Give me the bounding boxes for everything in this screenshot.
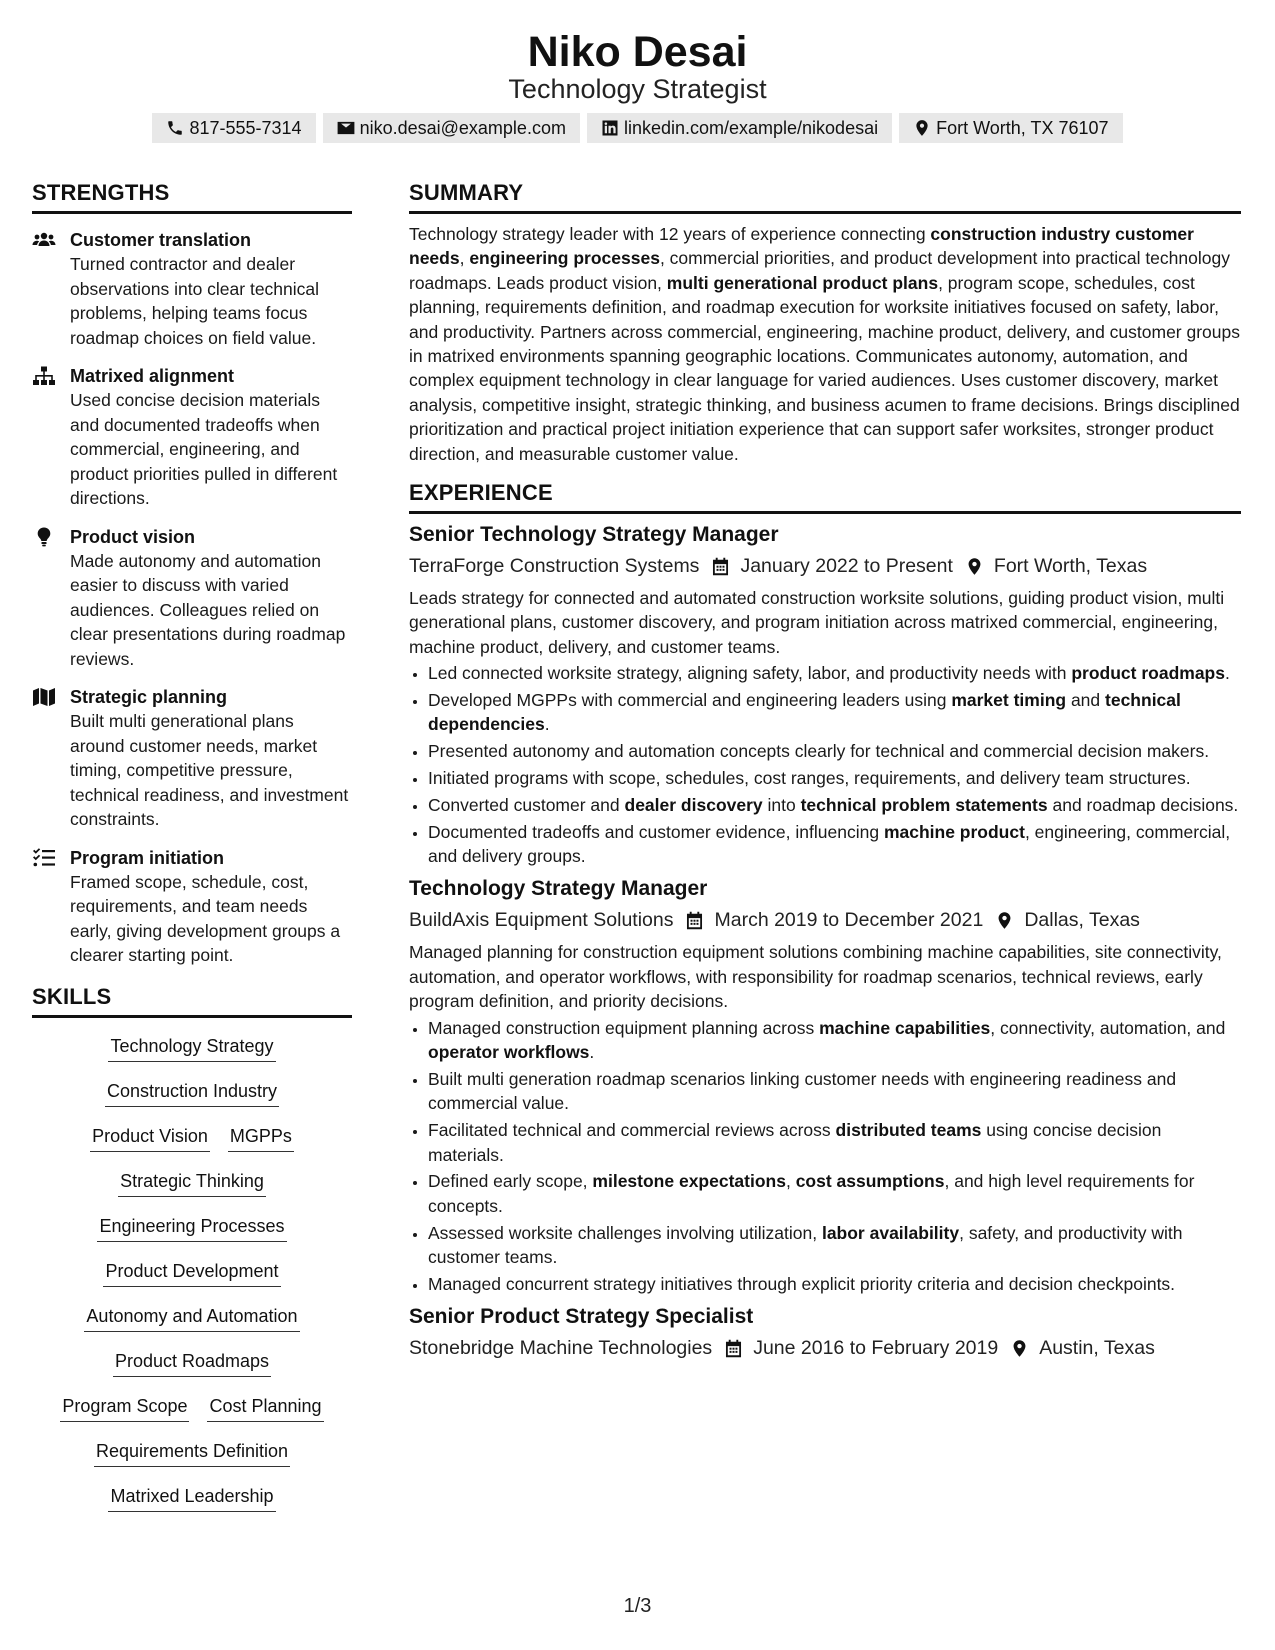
skill-row: [32, 1347, 352, 1392]
job-bullets: [409, 1016, 1241, 1296]
text-segment: Converted customer and: [428, 794, 625, 815]
text-segment: Built multi generation roadmap scenarios linking customer needs with engineering readiness and commercial value.: [428, 1068, 1177, 1114]
sitemap-icon: [32, 366, 56, 386]
contact-location: [899, 113, 1122, 143]
job-description: Managed planning for construction equipment solutions combining machine capabilities, site connectivity, automation, and operator workflows, with responsibility for roadmap scenarios, technical reviews, early program definition, and priority decisions.: [409, 942, 1222, 1012]
job-bullets: [409, 661, 1241, 868]
job-bullet: [428, 820, 1241, 869]
text-segment: .: [589, 1042, 595, 1063]
contact-phone[interactable]: [152, 113, 315, 143]
strength-title: Customer translation: [70, 230, 252, 250]
skill-tag: Autonomy and Automation: [84, 1302, 299, 1332]
strength-title: Strategic planning: [70, 687, 228, 707]
skill-tag: Matrixed Leadership: [108, 1482, 275, 1512]
job-entry: [409, 874, 1241, 1296]
skill-tag: Strategic Thinking: [118, 1167, 266, 1197]
contact-location-text: Fort Worth, TX 76107: [936, 117, 1109, 138]
bold-text: technical dependencies: [428, 690, 1181, 735]
strength-desc: Turned contractor and dealer observations into clear technical problems, helping teams focus roadmap choices on field value.: [70, 254, 320, 348]
job-description: Leads strategy for connected and automated construction worksite solutions, guiding product vision, multi generational plans, customer discovery, and program initiation across matrixed commercial, engineering, machine product, delivery, and customer teams.: [409, 588, 1225, 657]
job-title: Technology Strategy Manager: [409, 877, 708, 901]
text-segment: , and high level requirements for concepts.: [428, 1171, 1195, 1216]
strength-desc: Framed scope, schedule, cost, requirements, and team needs early, giving development groups a clearer starting point.: [70, 871, 341, 965]
text-segment: Presented autonomy and automation concepts clearly for technical and commercial decision makers.: [428, 741, 1210, 762]
bold-text: technical problem statements: [800, 794, 1048, 815]
job-title: Senior Technology Strategy Manager: [409, 523, 779, 547]
skill-row: [32, 1212, 352, 1257]
skill-row: [32, 1302, 352, 1347]
skills-divider: [32, 1015, 352, 1018]
strength-item: [32, 364, 352, 511]
location-pin-icon: [953, 557, 994, 576]
users-icon: [32, 230, 56, 250]
text-segment: Initiated programs with scope, schedules, cost ranges, requirements, and delivery team structures.: [428, 768, 1191, 789]
contact-linkedin-text: linkedin.com/example/nikodesai: [623, 117, 879, 138]
summary-heading: SUMMARY: [409, 180, 524, 205]
job-bullet: [428, 793, 1241, 817]
skill-tag: Product Roadmaps: [113, 1347, 271, 1377]
location-pin-icon: [983, 911, 1024, 930]
text-segment: and roadmap decisions.: [1047, 794, 1239, 815]
strengths-heading: STRENGTHS: [32, 180, 170, 205]
page-number: 1/3: [623, 1595, 652, 1617]
contact-bar: [0, 113, 1275, 143]
experience-heading: EXPERIENCE: [409, 480, 553, 506]
bold-text: engineering processes: [469, 248, 660, 269]
text-segment: .: [544, 714, 550, 735]
job-dates: March 2019 to December 2021: [714, 909, 984, 932]
text-segment: , engineering, commercial, and delivery groups.: [428, 821, 1231, 867]
contact-phone-text: 817-555-7314: [189, 117, 302, 138]
job-company: TerraForge Construction Systems: [409, 555, 700, 578]
skill-tag: Cost Planning: [207, 1392, 323, 1422]
job-meta: [409, 551, 1241, 581]
candidate-name: Niko Desai: [527, 28, 748, 76]
strength-desc: Made autonomy and automation easier to discuss with varied audiences. Colleagues relied on clear presentations during roadmap reviews.: [70, 550, 346, 669]
job-bullet: [428, 766, 1241, 790]
bold-text: construction industry customer needs: [409, 224, 1194, 269]
location-pin-icon: [998, 1339, 1039, 1358]
list-check-icon: [32, 848, 56, 868]
skill-tag: Technology Strategy: [108, 1032, 275, 1062]
text-segment: Developed MGPPs with commercial and engineering leaders using: [428, 690, 952, 711]
skill-row: [32, 1077, 352, 1122]
skill-tag: MGPPs: [228, 1122, 294, 1152]
strength-title: Program initiation: [70, 847, 225, 868]
contact-email[interactable]: [323, 113, 580, 143]
skill-row: [32, 1167, 352, 1212]
calendar-icon: [712, 1339, 753, 1358]
job-location: Dallas, Texas: [1024, 909, 1140, 932]
strength-desc: Used concise decision materials and documented tradeoffs when commercial, engineering, and product priorities pulled in different directions.: [70, 390, 338, 508]
envelope-icon: [337, 119, 355, 137]
job-bullet: [428, 1067, 1241, 1116]
job-bullet: [428, 661, 1241, 685]
calendar-icon: [673, 911, 714, 930]
candidate-headline: Technology Strategist: [508, 74, 767, 104]
skills-list: [32, 1032, 352, 1527]
job-bullet: [428, 1118, 1241, 1167]
bold-text: product roadmaps: [1071, 663, 1225, 684]
skill-row: [32, 1122, 352, 1167]
text-segment: Managed construction equipment planning across: [428, 1017, 820, 1038]
skill-row: [32, 1392, 352, 1437]
bold-text: multi generational product plans: [666, 272, 939, 293]
job-bullet: [428, 1272, 1241, 1296]
linkedin-icon: [601, 119, 619, 137]
strength-item: [32, 685, 352, 832]
skill-tag: Product Vision: [90, 1122, 210, 1152]
phone-icon: [166, 119, 184, 137]
job-title: Senior Product Strategy Specialist: [409, 1305, 754, 1329]
text-segment: .: [1224, 663, 1230, 684]
text-segment: into: [762, 794, 801, 815]
right-column: [409, 178, 1241, 1363]
summary-divider: [409, 211, 1241, 214]
strength-item: [32, 228, 352, 350]
summary-text: [409, 222, 1241, 466]
job-dates: June 2016 to February 2019: [753, 1337, 999, 1360]
contact-linkedin[interactable]: [587, 113, 892, 143]
job-bullet: [428, 1169, 1241, 1218]
strength-item: [32, 525, 352, 672]
bold-text: dealer discovery: [624, 794, 763, 815]
job-entry: [409, 1302, 1241, 1363]
skill-row: [32, 1257, 352, 1302]
job-location: Austin, Texas: [1039, 1337, 1155, 1360]
text-segment: Technology strategy leader with 12 years of experience connecting: [409, 224, 931, 244]
job-entry: [409, 520, 1241, 868]
skills-heading: SKILLS: [32, 983, 112, 1009]
skill-row: [32, 1482, 352, 1527]
strength-title: Product vision: [70, 526, 196, 547]
strengths-list: [32, 228, 352, 968]
job-bullet: [428, 1016, 1241, 1065]
text-segment: Defined early scope,: [428, 1171, 593, 1192]
location-pin-icon: [913, 119, 931, 137]
job-company: BuildAxis Equipment Solutions: [409, 909, 674, 932]
skill-tag: Requirements Definition: [94, 1437, 290, 1467]
bold-text: machine product: [883, 821, 1025, 842]
text-segment: using concise decision materials.: [428, 1120, 1162, 1165]
text-segment: Facilitated technical and commercial reviews across: [428, 1120, 836, 1141]
map-icon: [32, 687, 56, 707]
job-bullet: [428, 739, 1241, 763]
skill-row: [32, 1032, 352, 1077]
text-segment: ,: [785, 1171, 796, 1192]
skill-row: [32, 1437, 352, 1482]
strength-desc: Built multi generational plans around customer needs, market timing, competitive pressure, technical readiness, and investment constraints.: [70, 711, 349, 829]
bold-text: operator workflows: [428, 1042, 590, 1063]
strength-item: [32, 846, 352, 968]
job-bullet: [428, 688, 1241, 737]
bold-text: machine capabilities: [819, 1017, 991, 1038]
strength-title: Matrixed alignment: [70, 366, 235, 386]
text-segment: Documented tradeoffs and customer evidence, influencing: [428, 821, 884, 842]
skill-tag: Program Scope: [60, 1392, 189, 1422]
bold-text: milestone expectations: [592, 1171, 786, 1192]
calendar-icon: [699, 557, 740, 576]
experience-divider: [409, 511, 1241, 514]
text-segment: and: [1066, 690, 1106, 711]
text-segment: Assessed worksite challenges involving utilization,: [428, 1222, 822, 1243]
job-dates: January 2022 to Present: [740, 555, 953, 578]
text-segment: , safety, and productivity with customer teams.: [428, 1222, 1183, 1267]
job-meta: [409, 1333, 1241, 1363]
job-meta: [409, 905, 1241, 935]
text-segment: , connectivity, automation, and: [990, 1017, 1226, 1038]
job-location: Fort Worth, Texas: [993, 555, 1148, 578]
text-segment: ,: [459, 248, 470, 269]
bold-text: labor availability: [821, 1222, 960, 1243]
job-bullet: [428, 1221, 1241, 1270]
bold-text: distributed teams: [835, 1120, 982, 1141]
text-segment: Led connected worksite strategy, aligning safety, labor, and productivity needs with: [428, 663, 1072, 684]
job-company: Stonebridge Machine Technologies: [409, 1337, 713, 1360]
text-segment: , program scope, schedules, cost planning, requirements definition, and roadmap execution for worksite initiatives focused on safety, labor, and productivity. Partners across commercial, engineering, machine product, delivery, and customer groups in matrixed environments spanning geographic locations. Communicates autonomy, automation, and complex equipment technology in clear language for varied audiences. Uses customer discovery, market analysis, competitive insight, strategic thinking, and business acumen to frame decisions. Brings disciplined prioritization and practical project initiation experience that can support safer worksites, stronger product direction, and measurable customer value.: [409, 272, 1240, 464]
left-column: [32, 178, 352, 1527]
skill-tag: Construction Industry: [105, 1077, 279, 1107]
strengths-divider: [32, 211, 352, 214]
contact-email-text: niko.desai@example.com: [359, 117, 566, 138]
skill-tag: Engineering Processes: [97, 1212, 286, 1242]
bold-text: cost assumptions: [795, 1171, 945, 1192]
experience-list: [409, 520, 1241, 1363]
bold-text: market timing: [951, 690, 1067, 711]
text-segment: Managed concurrent strategy initiatives through explicit priority criteria and decision checkpoints.: [428, 1273, 1176, 1294]
text-segment: , commercial priorities, and product development into practical technology roadmaps. Leads product vision,: [409, 248, 1230, 293]
lightbulb-icon: [32, 527, 56, 547]
skill-tag: Product Development: [103, 1257, 280, 1287]
